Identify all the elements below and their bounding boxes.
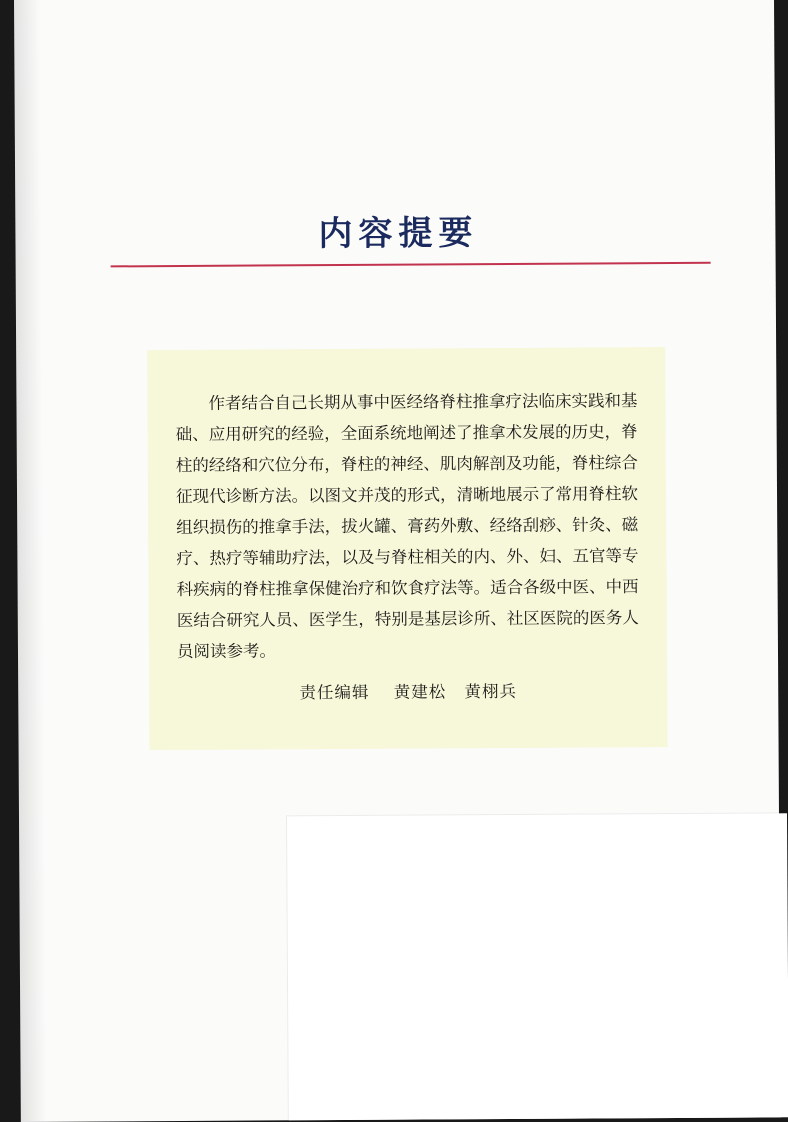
abstract-panel [147,347,667,750]
responsible-editor-name-1: 黄建松 [393,682,447,702]
responsible-editor-line [149,677,667,704]
responsible-editor-name-2: 黄栩兵 [464,681,518,702]
page-title: 内容提要 [318,213,479,255]
responsible-editor-label: 责任编辑 [299,682,370,703]
scanned-page [14,0,781,1122]
overlapping-sheet [287,813,788,1120]
abstract-paragraph: 作者结合自己长期从事中医经络脊柱推拿疗法临床实践和基础、应用研究的经验，全面系统地阐述了推拿术发展的历史，脊柱的经络和穴位分布，脊柱的神经、肌肉解剖及功能，脊柱综合征现代诊断方法。以图文并茂的形式，清晰地展示了常用脊柱软组织损伤的推拿手法，拔火罐、膏药外敷、经络刮痧、针灸、磁疗、热疗等辅助疗法，以及与脊柱相关的内、外、妇、五官等专科疾病的脊柱推拿保健治疗和饮食疗法等。适合各级中医、中西医结合研究人员、医学生，特别是基层诊所、社区医院的医务人员阅读参考。 [175,391,639,662]
title-divider [111,262,711,268]
